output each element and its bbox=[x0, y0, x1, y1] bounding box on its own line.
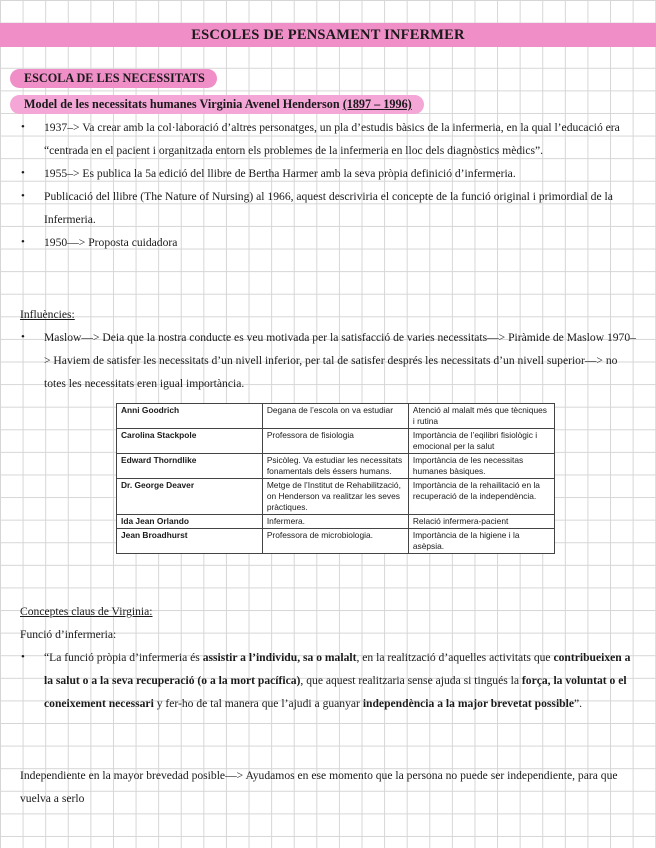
table-row bbox=[117, 454, 555, 479]
table-row bbox=[117, 515, 555, 529]
table-cell: Ida Jean Orlando bbox=[117, 515, 263, 529]
list-item: • 1950—> Proposta cuidadora bbox=[20, 231, 636, 254]
table-cell: Infermera. bbox=[262, 515, 408, 529]
concepts-subheading: Funció d’infermeria: bbox=[20, 628, 117, 641]
model-heading bbox=[10, 95, 424, 114]
list-item: • Publicació del llibre (The Nature of Nursing) al 1966, aquest descriviria el concepte de la funció original i primordial de la Infermeria. bbox=[20, 185, 636, 231]
page-title: ESCOLES DE PENSAMENT INFERMER bbox=[0, 23, 656, 47]
model-years: (1897 – 1996) bbox=[342, 97, 412, 111]
model-label: Model de les necessitats humanes Virginia Avenel Henderson bbox=[24, 97, 340, 111]
table-cell: Jean Broadhurst bbox=[117, 529, 263, 554]
table-row bbox=[117, 479, 555, 515]
school-heading: ESCOLA DE LES NECESSITATS bbox=[10, 69, 217, 88]
table-cell: Anni Goodrich bbox=[117, 404, 263, 429]
list-item: • 1937–> Va crear amb la col·laboració d’altres personatges, un pla d’estudis bàsics de la infermeria, en la qual l’educació era “centrada en el pacient i organitzada entorn els problemes de la infermeria en lloc dels diagnòstics mèdics”. bbox=[20, 116, 636, 162]
footer-note: Independiente en la mayor brevedad posible—> Ayudamos en ese momento que la persona no puede ser independiente, para que vuelva a serlo bbox=[20, 769, 618, 805]
table-row bbox=[117, 404, 555, 429]
table-cell: Professora de fisiologia bbox=[262, 429, 408, 454]
influences-heading: Influències: bbox=[20, 308, 75, 321]
list-item: • Maslow—> Deia que la nostra conducte es veu motivada per la satisfacció de varies necessitats—> Piràmide de Maslow 1970–> Haviem de satisfer les necessitats d’un nivell inferior, per tal de satisfer després les necessitats d’un nivell superior—> no totes les necessitats eren igual importància. bbox=[20, 326, 636, 395]
table-cell: Carolina Stackpole bbox=[117, 429, 263, 454]
table-cell: Importància de l’eqilibri fisiològic i emocional per la salut bbox=[408, 429, 554, 454]
influences-table bbox=[116, 403, 555, 554]
table-cell: Importància de la higiene i la asèpsia. bbox=[408, 529, 554, 554]
table-row bbox=[117, 429, 555, 454]
list-item: • 1955–> Es publica la 5a edició del llibre de Bertha Harmer amb la seva pròpia definició d’infermeria. bbox=[20, 162, 636, 185]
table-cell: Atenció al malalt més que tècniques i rutina bbox=[408, 404, 554, 429]
table-cell: Importància de la rehailitació en la recuperació de la independència. bbox=[408, 479, 554, 515]
table-cell: Importància de les necessitas humanes bàsiques. bbox=[408, 454, 554, 479]
definition-quote: • “La funció pròpia d’infermeria és assistir a l’individu, sa o malalt, en la realització d’aquelles activitats que contribueixen a la salut o a la seva recuperació (o a la mort pacífica), que aquest realitzaria sense ajuda si tingués la força, la voluntat o el coneixement necessari y fer-ho de tal manera que l’ajudi a guanyar independència a la major brevetat possible”. bbox=[20, 646, 636, 715]
concepts-heading: Conceptes claus de Virginia: bbox=[20, 605, 153, 618]
table-cell: Relació infermera-pacient bbox=[408, 515, 554, 529]
concepts-section bbox=[20, 600, 636, 715]
table-cell: Dr. George Deaver bbox=[117, 479, 263, 515]
table-cell: Edward Thorndlike bbox=[117, 454, 263, 479]
history-list bbox=[20, 116, 636, 254]
table-cell: Professora de microbiologia. bbox=[262, 529, 408, 554]
table-row bbox=[117, 529, 555, 554]
table-cell: Degana de l’escola on va estudiar bbox=[262, 404, 408, 429]
influences-section bbox=[20, 303, 636, 395]
table-cell: Metge de l’Institut de Rehabilització, on Henderson va realitzar les seves pràctiques. bbox=[262, 479, 408, 515]
table-cell: Psicòleg. Va estudiar les necessitats fonamentals dels éssers humans. bbox=[262, 454, 408, 479]
